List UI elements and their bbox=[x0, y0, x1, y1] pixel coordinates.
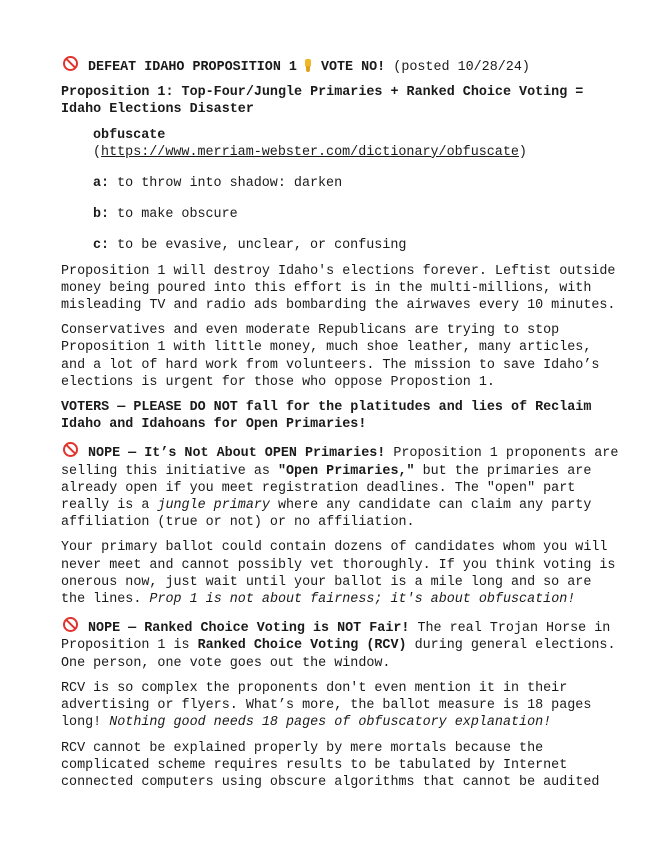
headline-title: DEFEAT IDAHO PROPOSITION 1 bbox=[88, 60, 297, 75]
headline-vote: VOTE NO! bbox=[320, 60, 386, 75]
paragraph-3: VOTERS — PLEASE DO NOT fall for the platitudes and lies of Reclaim Idaho and Idahoans for Open Primaries! bbox=[61, 400, 592, 433]
paragraph-2: Conservatives and even moderate Republicans are trying to stop Proposition 1 with little money, much shoe leather, many articles, and a lot of hard work from volunteers. The mission to save Idaho’s elections is urgent for those who oppose Propostion 1. bbox=[61, 323, 600, 390]
paragraph-rcv-complex: RCV is so complex the proponents don't even mention it in their advertising or flyers. What’s more, the ballot measure is 18 pages long! Nothing good needs 18 pages of obfuscatory explanation! bbox=[61, 680, 592, 731]
dictionary-link[interactable]: https://www.merriam-webster.com/dictionary/obfuscate bbox=[101, 144, 519, 160]
posted-date: (posted 10/28/24) bbox=[393, 60, 530, 75]
subheading: Proposition 1: Top-Four/Jungle Primaries + Ranked Choice Voting = Idaho Elections Disaster bbox=[61, 85, 584, 118]
paragraph-open-primaries: NOPE — It’s Not About OPEN Primaries! Proposition 1 proponents are selling this initiative as "Open Primaries," but the primaries are already open if you meet registration deadlines. The "open" part really is a jungle primary where any candidate can claim any party affiliation (true or not) or no affiliation. bbox=[61, 441, 621, 531]
prohibited-icon bbox=[63, 617, 78, 632]
prohibited-icon bbox=[63, 56, 78, 71]
paragraph-rcv-explained: RCV cannot be explained properly by mere mortals because the complicated scheme requires results to be tabulated by Internet connected computers using obscure algorithms that cannot be audited bbox=[61, 740, 600, 790]
definition-block bbox=[93, 127, 621, 255]
definition-source: (https://www.merriam-webster.com/dictionary/obfuscate) bbox=[93, 144, 527, 160]
definition-item-c: c: to be evasive, unclear, or confusing bbox=[93, 238, 407, 254]
thumbs-down-icon bbox=[303, 59, 313, 72]
definition-item-a: a: to throw into shadow: darken bbox=[93, 176, 343, 192]
prohibited-icon bbox=[63, 442, 78, 457]
definition-word: obfuscate bbox=[93, 127, 166, 143]
definition-item-b: b: to make obscure bbox=[93, 207, 238, 223]
headline bbox=[61, 55, 621, 76]
paragraph-1: Proposition 1 will destroy Idaho's elections forever. Leftist outside money being poured into this effort is in the multi-millions, with misleading TV and radio ads bombarding the airwaves every 10 minutes. bbox=[61, 263, 616, 314]
article-body bbox=[61, 55, 621, 799]
paragraph-rcv: NOPE — Ranked Choice Voting is NOT Fair! The real Trojan Horse in Proposition 1 is Ranked Choice Voting (RCV) during general elections. One person, one vote goes out the window. bbox=[61, 616, 621, 672]
paragraph-ballot: Your primary ballot could contain dozens of candidates whom you will never meet and cannot possibly vet thoroughly. If you think voting is onerous now, just wait until your ballot is a mile long and so are the lines. Prop 1 is not about fairness; it's about obfuscation! bbox=[61, 540, 616, 608]
